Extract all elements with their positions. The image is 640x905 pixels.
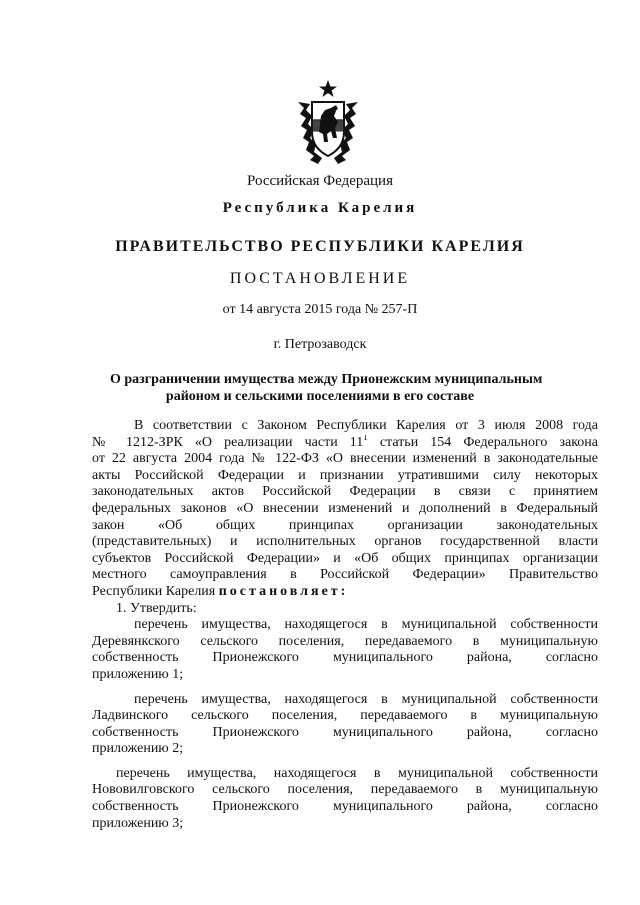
country-name: Российская Федерация bbox=[247, 173, 393, 189]
city-line: г. Петрозаводск bbox=[273, 337, 367, 352]
text-line: местного самоуправления в Российской Федерации» Правительство bbox=[92, 567, 598, 583]
text-line: субъектов Российской Федерации» и «Об общих принципах организации bbox=[92, 550, 598, 566]
document-body bbox=[92, 418, 598, 832]
list-item bbox=[92, 766, 598, 832]
text-line: Деревянкского сельского поселения, передаваемого в муниципальную bbox=[92, 633, 598, 649]
text-fragment: статьи 154 Федерального закона bbox=[367, 434, 598, 450]
text-line: собственность Прионежского муниципального района, согласно bbox=[92, 799, 598, 815]
list-item bbox=[92, 692, 598, 758]
text-line: перечень имущества, находящегося в муниципальной собственности bbox=[134, 617, 598, 633]
date-and-number: от 14 августа 2015 года № 257-П bbox=[222, 302, 418, 317]
text-line: перечень имущества, находящегося в муниципальной собственности bbox=[134, 691, 598, 707]
text-line: Нововилговского сельского поселения, передаваемого в муниципальную bbox=[92, 782, 598, 798]
text-line: федеральных законов «О внесении изменений и дополнений в Федеральный bbox=[92, 500, 598, 516]
text-line: (представительных) и исполнительных органов государственной власти bbox=[92, 534, 598, 550]
text-line: В соответствии с Законом Республики Карелия от 3 июля 2008 года bbox=[134, 418, 598, 433]
text-line: закон «Об общих принципах организации законодательных bbox=[92, 517, 598, 533]
text-fragment: Республики Карелия bbox=[92, 583, 219, 599]
text-line: от 22 августа 2004 года № 122-ФЗ «О внесении изменений в законодательные bbox=[92, 451, 598, 467]
title-line: О разграничении имущества между Прионежским муниципальным bbox=[110, 372, 543, 387]
government-heading: ПРАВИТЕЛЬСТВО РЕСПУБЛИКИ КАРЕЛИЯ bbox=[115, 238, 525, 255]
superscript: 1 bbox=[363, 434, 368, 442]
text-line: приложению 1; bbox=[92, 666, 184, 682]
preamble-paragraph bbox=[92, 418, 598, 601]
karelia-coat-of-arms-icon bbox=[294, 80, 362, 164]
point-1-label: 1. Утвердить: bbox=[116, 600, 197, 616]
text-line: собственность Прионежского муниципального района, согласно bbox=[92, 724, 598, 740]
document-type: ПОСТАНОВЛЕНИЕ bbox=[229, 270, 411, 287]
text-line: Ладвинского сельского поселения, передаваемого в муниципальную bbox=[92, 708, 598, 724]
text-line: перечень имущества, находящегося в муниципальной собственности bbox=[116, 765, 598, 781]
text-line bbox=[92, 584, 598, 601]
text-line: законодательных актов Российской Федерации в связи с принятием bbox=[92, 484, 598, 500]
text-line: приложению 3; bbox=[92, 815, 184, 831]
text-fragment: № 1212-ЗРК «О реализации части 11 bbox=[92, 434, 364, 450]
republic-name: Республика Карелия bbox=[222, 200, 418, 216]
text-line bbox=[92, 435, 598, 452]
text-line: акты Российской Федерации и признании утратившими силу некоторых bbox=[92, 467, 598, 483]
text-line: собственность Прионежского муниципального района, согласно bbox=[92, 650, 598, 666]
document-title bbox=[110, 371, 543, 404]
resolves-word: постановляет: bbox=[218, 583, 349, 599]
list-item bbox=[92, 617, 598, 683]
text-line: приложению 2; bbox=[92, 741, 184, 757]
title-line: районом и сельскими поселениями в его составе bbox=[165, 388, 475, 404]
